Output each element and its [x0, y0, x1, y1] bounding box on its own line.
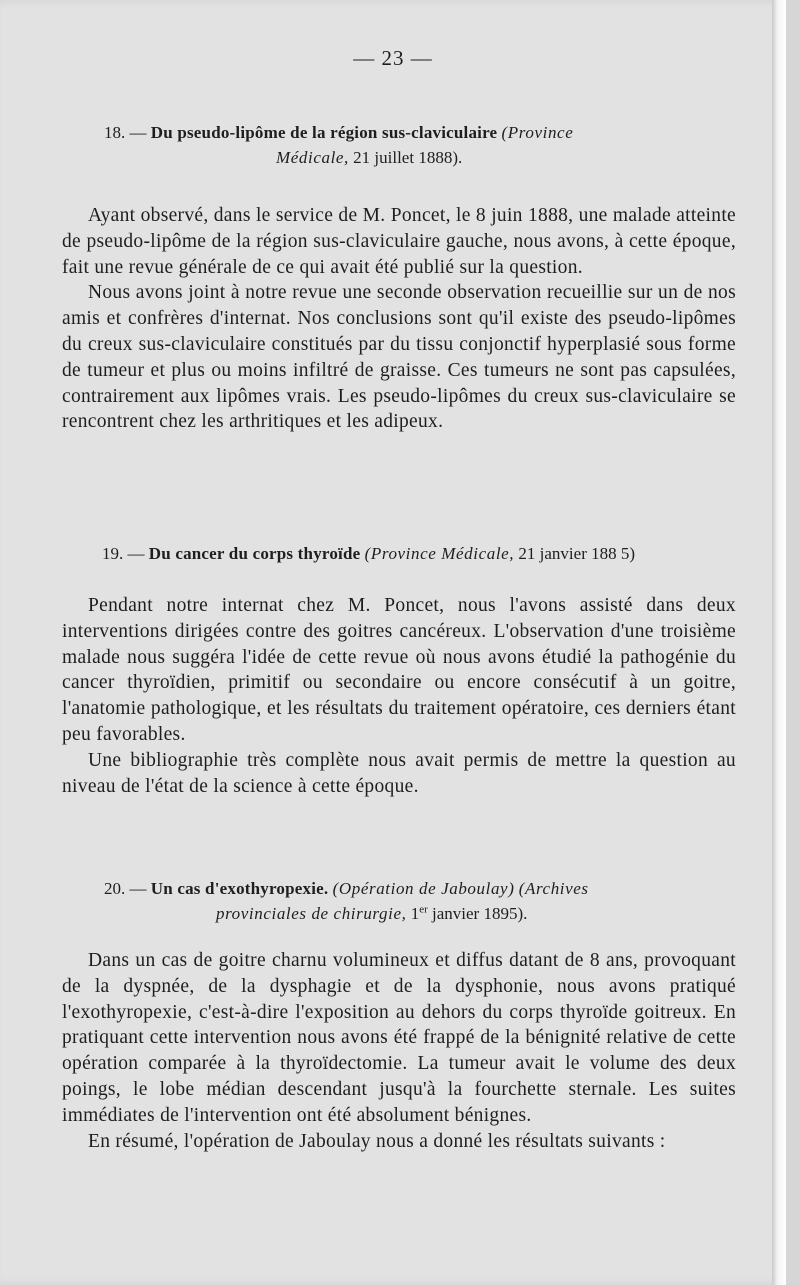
section-19-heading	[102, 541, 742, 566]
paragraph: En résumé, l'opération de Jaboulay nous a donné les résultats suivants :	[88, 1130, 666, 1152]
section-source-date: janvier 1895).	[427, 904, 528, 923]
section-number: 20. —	[104, 879, 147, 898]
paragraph: Nous avons joint à notre revue une seconde observation recueillie sur un de nos amis et confrères d'internat. Nos conclusions sont qu'il existe des pseudo-lipômes du creux sus-claviculaire constitués par du tissu conjonctif hyperplasié sous forme de tumeur et plus ou moins infiltré de graisse. Ces tumeurs ne sont pas capsulées, contrairement aux lipômes vrais. Les pseudo-lipômes du creux sus-claviculaire se rencontrent chez les arthritiques et les adipeux.	[62, 282, 736, 433]
section-source: (Province	[501, 123, 574, 142]
paragraph: Ayant observé, dans le service de M. Poncet, le 8 juin 1888, une malade atteinte de pseudo-lipôme de la région sus-claviculaire gauche, nous avons, à cette époque, fait une revue générale de ce qui avait été publié sur la question.	[62, 205, 736, 278]
section-source-date: 21 janvier 188 5)	[514, 544, 636, 563]
section-20-body	[62, 948, 736, 1154]
section-20-heading	[104, 876, 724, 926]
page-number: — 23 —	[353, 46, 433, 70]
ordinal-suffix: er	[419, 903, 428, 916]
section-source-journal: provinciales de chirurgie,	[216, 904, 407, 923]
section-source-journal: (Province Médicale,	[364, 544, 515, 563]
paragraph: Pendant notre internat chez M. Poncet, nous l'avons assisté dans deux interventions dirigées contre des goitres cancéreux. L'observation d'une troisième malade nous suggéra l'idée de cette revue où nous avons étudié la pathogénie du cancer thyroïdien, primitif ou secondaire ou encore consécutif à un goitre, l'anatomie pathologique, et les résultats du traitement opératoire, ces derniers étant peu favorables.	[62, 595, 736, 745]
section-source-day: 1	[406, 904, 420, 923]
paragraph: Une bibliographie très complète nous avait permis de mettre la question au niveau de l'état de la science à cette époque.	[62, 749, 736, 797]
section-18-body	[62, 203, 736, 435]
section-number: 18. —	[104, 123, 147, 142]
section-number: 19. —	[102, 544, 145, 563]
section-19-body	[62, 593, 736, 799]
section-title: Du cancer du corps thyroïde	[148, 544, 361, 563]
section-18-heading	[104, 120, 704, 170]
paragraph: Dans un cas de goitre charnu volumineux et diffus datant de 8 ans, provoquant de la dyspnée, de la dysphagie et de la dysphonie, nous avons pratiqué l'exothyropexie, c'est-à-dire l'exposition au dehors du corps thyroïde goitreux. En pratiquant cette intervention nous avons été frappé de la bénignité relative de cette opération comparée à la thyroïdectomie. La tumeur avait le volume des deux poings, le lobe médian descendant jusqu'à la fourchette sternale. Les suites immédiates de l'intervention ont été absolument bénignes.	[62, 950, 736, 1126]
section-title: Du pseudo-lipôme de la région sus-claviculaire	[150, 123, 498, 142]
section-source-operation: (Opération de Jaboulay)	[332, 879, 515, 898]
page-edge	[772, 0, 786, 1285]
section-source-journal: Médicale,	[276, 148, 349, 167]
section-source: (Archives	[518, 879, 589, 898]
section-title: Un cas d'exothyropexie.	[150, 879, 329, 898]
section-source-date: 21 juillet 1888).	[348, 148, 463, 167]
